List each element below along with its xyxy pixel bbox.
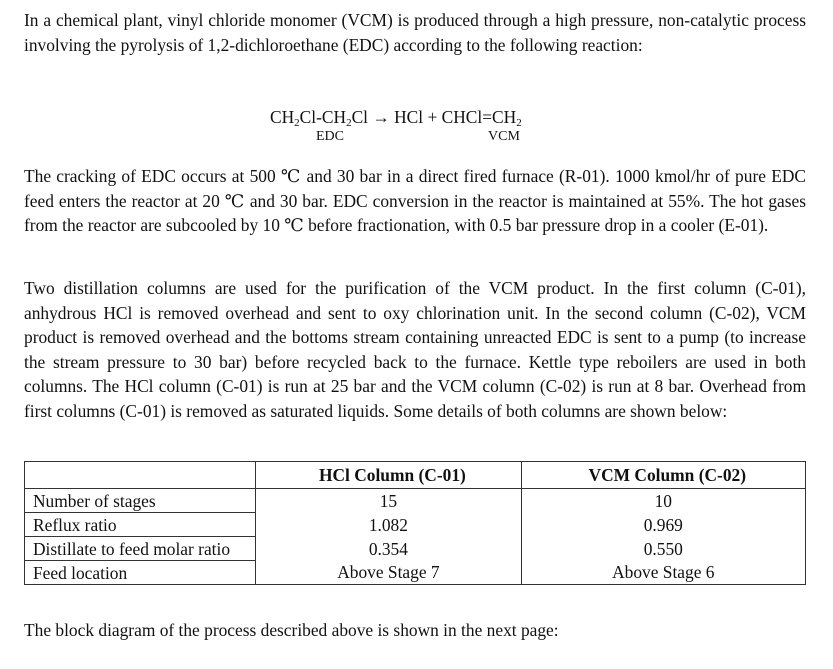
product-vcm-formula: $CHCl=CH_2$ bbox=[441, 107, 522, 129]
plus-sign: + bbox=[427, 107, 438, 127]
cell-hcl: Above Stage 7 bbox=[256, 561, 521, 585]
reaction-equation bbox=[24, 106, 806, 156]
product-label: VCM bbox=[488, 129, 520, 144]
row-label: Number of stages bbox=[25, 489, 256, 513]
reactant-formula: $CH_2Cl-CH_2Cl$ bbox=[270, 107, 368, 129]
table-header-row bbox=[25, 462, 806, 489]
row-label: Feed location bbox=[25, 561, 256, 585]
table-row bbox=[25, 513, 806, 537]
cell-hcl: 15 bbox=[256, 489, 521, 513]
distillation-paragraph: Two distillation columns are used for the purification of the VCM product. In the first column (C-01), anhydrous HCl is removed overhead and sent to oxy chlorination unit. In the second column (C-02), VCM product is removed overhead and the bottoms stream containing unreacted EDC is sent to a pump (to increase the stream pressure to 30 bar) before recycled back to the furnace. Kettle type reboilers are used in both columns. The HCl column (C-01) is run at 25 bar and the VCM column (C-02) is run at 8 bar. Overhead from first columns (C-01) is removed as saturated liquids. Some details of both columns are shown below: bbox=[24, 278, 806, 421]
cell-hcl: 0.354 bbox=[256, 537, 521, 561]
row-label: Distillate to feed molar ratio bbox=[25, 537, 256, 561]
cell-vcm: 10 bbox=[521, 489, 805, 513]
table-row bbox=[25, 561, 806, 585]
product-hcl: HCl bbox=[394, 107, 424, 127]
cell-hcl: 1.082 bbox=[256, 513, 521, 537]
cell-vcm: 0.969 bbox=[521, 513, 805, 537]
cell-vcm: Above Stage 6 bbox=[521, 561, 805, 585]
table-header-vcm-column: VCM Column (C-02) bbox=[521, 462, 805, 489]
cracking-paragraph: The cracking of EDC occurs at 500 ℃ and 30 bar in a direct fired furnace (R-01). 1000 kmol/hr of pure EDC feed enters the reactor at 20 ℃ and 30 bar. EDC conversion in the reactor is maintained at 55%. The hot gases from the reactor are subcooled by 10 ℃ before fractionation, with 0.5 bar pressure drop in a cooler (E-01). bbox=[24, 166, 806, 236]
table-row bbox=[25, 537, 806, 561]
row-label: Reflux ratio bbox=[25, 513, 256, 537]
cell-vcm: 0.550 bbox=[521, 537, 805, 561]
column-details-table bbox=[24, 461, 806, 585]
reactant-label: EDC bbox=[316, 129, 344, 144]
reaction-formula bbox=[270, 106, 522, 134]
table-header-hcl-column: HCl Column (C-01) bbox=[256, 462, 521, 489]
intro-paragraph: In a chemical plant, vinyl chloride monomer (VCM) is produced through a high pressure, non-catalytic process involving the pyrolysis of 1,2-dichloroethane (EDC) according to the following reaction: bbox=[24, 10, 806, 55]
closing-paragraph: The block diagram of the process described above is shown in the next page: bbox=[24, 620, 559, 640]
table-row bbox=[25, 489, 806, 513]
reaction-arrow: → bbox=[372, 107, 390, 127]
table-header-blank bbox=[25, 462, 256, 489]
